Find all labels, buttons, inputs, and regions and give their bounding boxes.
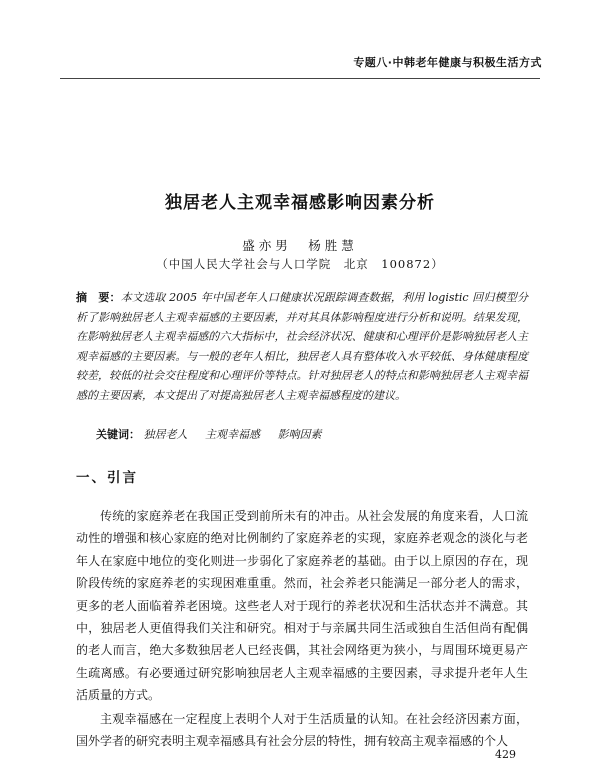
- running-header: 专题八·中韩老年健康与积极生活方式: [353, 56, 542, 69]
- section-heading: 一、引言: [76, 470, 138, 486]
- article-affiliation: （中国人民大学社会与人口学院 北京 100872）: [156, 257, 444, 271]
- article-authors: 盛亦男 杨胜慧: [242, 238, 358, 253]
- keyword-item: 主观幸福感: [205, 428, 260, 441]
- abstract-label: 摘 要：: [76, 291, 121, 304]
- body-paragraph: 主观幸福感在一定程度上表明个人对于生活质量的认知。在社会经济因素方面，国外学者的研究表明主观幸福感具有社会分层的特性，拥有较高主观幸福感的个人: [76, 712, 528, 749]
- abstract-block: [76, 288, 528, 405]
- keywords-label: 关键词：: [96, 428, 140, 441]
- body-paragraph: 传统的家庭养老在我国正受到前所未有的冲击。从社会发展的角度来看，人口流动性的增强和核心家庭的绝对比例制约了家庭养老的实现，家庭养老观念的淡化与老年人在家庭中地位的变化则进一步弱化了家庭养老的基础。由于以上原因的存在，现阶段传统的家庭养老的实现困难重重。然而，社会养老只能满足一部分老人的需求，更多的老人面临着养老困境。这些老人对于现行的养老状况和生活状态并不满意。其中，独居老人更值得我们关注和研究。相对于与亲属共同生活或独自生活但尚有配偶的老人而言，绝大多数独居老人已经丧偶，其社会网络更为狭小，与周围环境更易产生疏离感。有必要通过研究影响独居老人主观幸福感的主要因素，寻求提升老年人生活质量的方式。: [76, 509, 528, 703]
- keywords-block: [96, 426, 536, 442]
- page-number: 429: [495, 748, 516, 761]
- abstract-text: 本文选取 2005 年中国老年人口健康状况跟踪调查数据，利用 logistic 回归模型分析了影响独居老人主观幸福感的主要因素，并对其具体影响程度进行分析和说明。结果发现，在影响独居老人主观幸福感的六大指标中，社会经济状况、健康和心理评价是影响独居老人主观幸福感的主要因素。与一般的老年人相比，独居老人具有整体收入水平较低、身体健康程度较差，较低的社会交往程度和心理评价等特点。针对独居老人的特点和影响独居老人主观幸福感的主要因素，本文提出了对提高独居老人主观幸福感程度的建议。: [76, 291, 528, 402]
- article-title: 独居老人主观幸福感影响因素分析: [165, 193, 435, 213]
- keyword-item: 影响因素: [277, 428, 322, 441]
- header-divider: [60, 78, 540, 79]
- keyword-item: 独居老人: [143, 428, 188, 441]
